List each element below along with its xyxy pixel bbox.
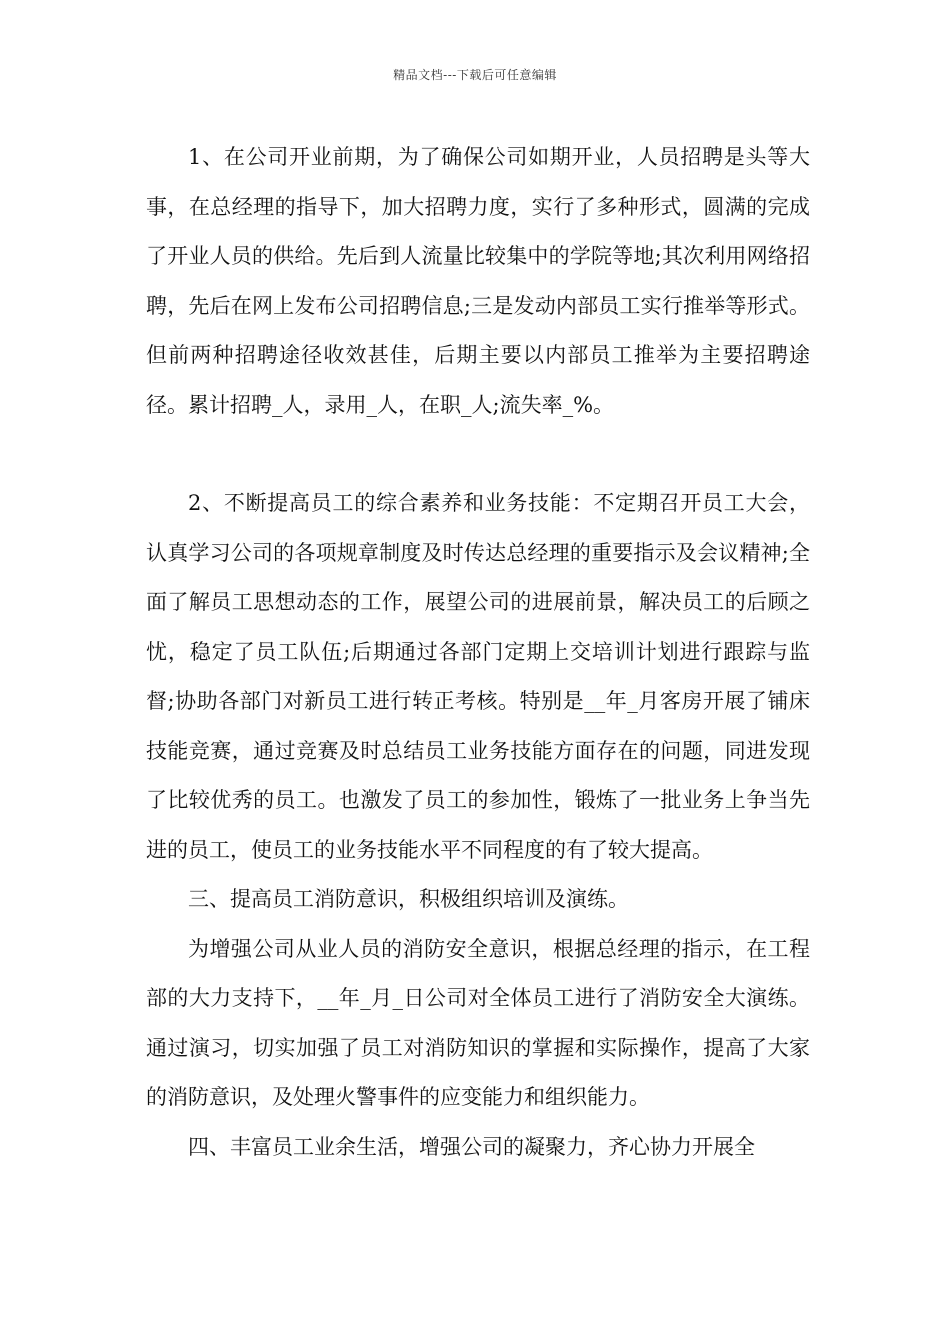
paragraph-fire-drill: 为增强公司从业人员的消防安全意识，根据总经理的指示，在工程部的大力支持下，__年_月_日公司对全体员工进行了消防安全大演练。通过演习，切实加强了员工对消防知识的掌握和实际操作，提高了大家的消防意识，及处理火警事件的应变能力和组织能力。: [146, 936, 810, 1109]
paragraph-recruitment: 1、在公司开业前期，为了确保公司如期开业，人员招聘是头等大事，在总经理的指导下，加大招聘力度，实行了多种形式，圆满的完成了开业人员的供给。先后到人流量比较集中的学院等地;其次利用网络招聘，先后在网上发布公司招聘信息;三是发动内部员工实行推举等形式。但前两种招聘途径收效甚佳，后期主要以内部员工推举为主要招聘途径。累计招聘_人，录用_人，在职_人;流失率_%。: [146, 145, 810, 417]
section-heading-leisure: 四、丰富员工业余生活，增强公司的凝聚力，齐心协力开展全: [188, 1134, 755, 1159]
paragraph-spacer: [146, 430, 810, 479]
page-header: 精品文档---下载后可任意编辑: [393, 68, 557, 82]
section-heading-fire-safety: 三、提高员工消防意识，积极组织培训及演练。: [188, 887, 629, 911]
paragraph-training: 2、不断提高员工的综合素养和业务技能：不定期召开员工大会，认真学习公司的各项规章制度及时传达总经理的重要指示及会议精神;全面了解员工思想动态的工作，展望公司的进展前景，解决员工的后顾之忧，稳定了员工队伍;后期通过各部门定期上交培训计划进行跟踪与监督;协助各部门对新员工进行转正考核。特别是__年_月客房开展了铺床技能竞赛，通过竞赛及时总结员工业务技能方面存在的问题，同进发现了比较优秀的员工。也激发了员工的参加性，锻炼了一批业务上争当先进的员工，使员工的业务技能水平不同程度的有了较大提高。: [146, 491, 810, 862]
document-body: [146, 133, 810, 1172]
